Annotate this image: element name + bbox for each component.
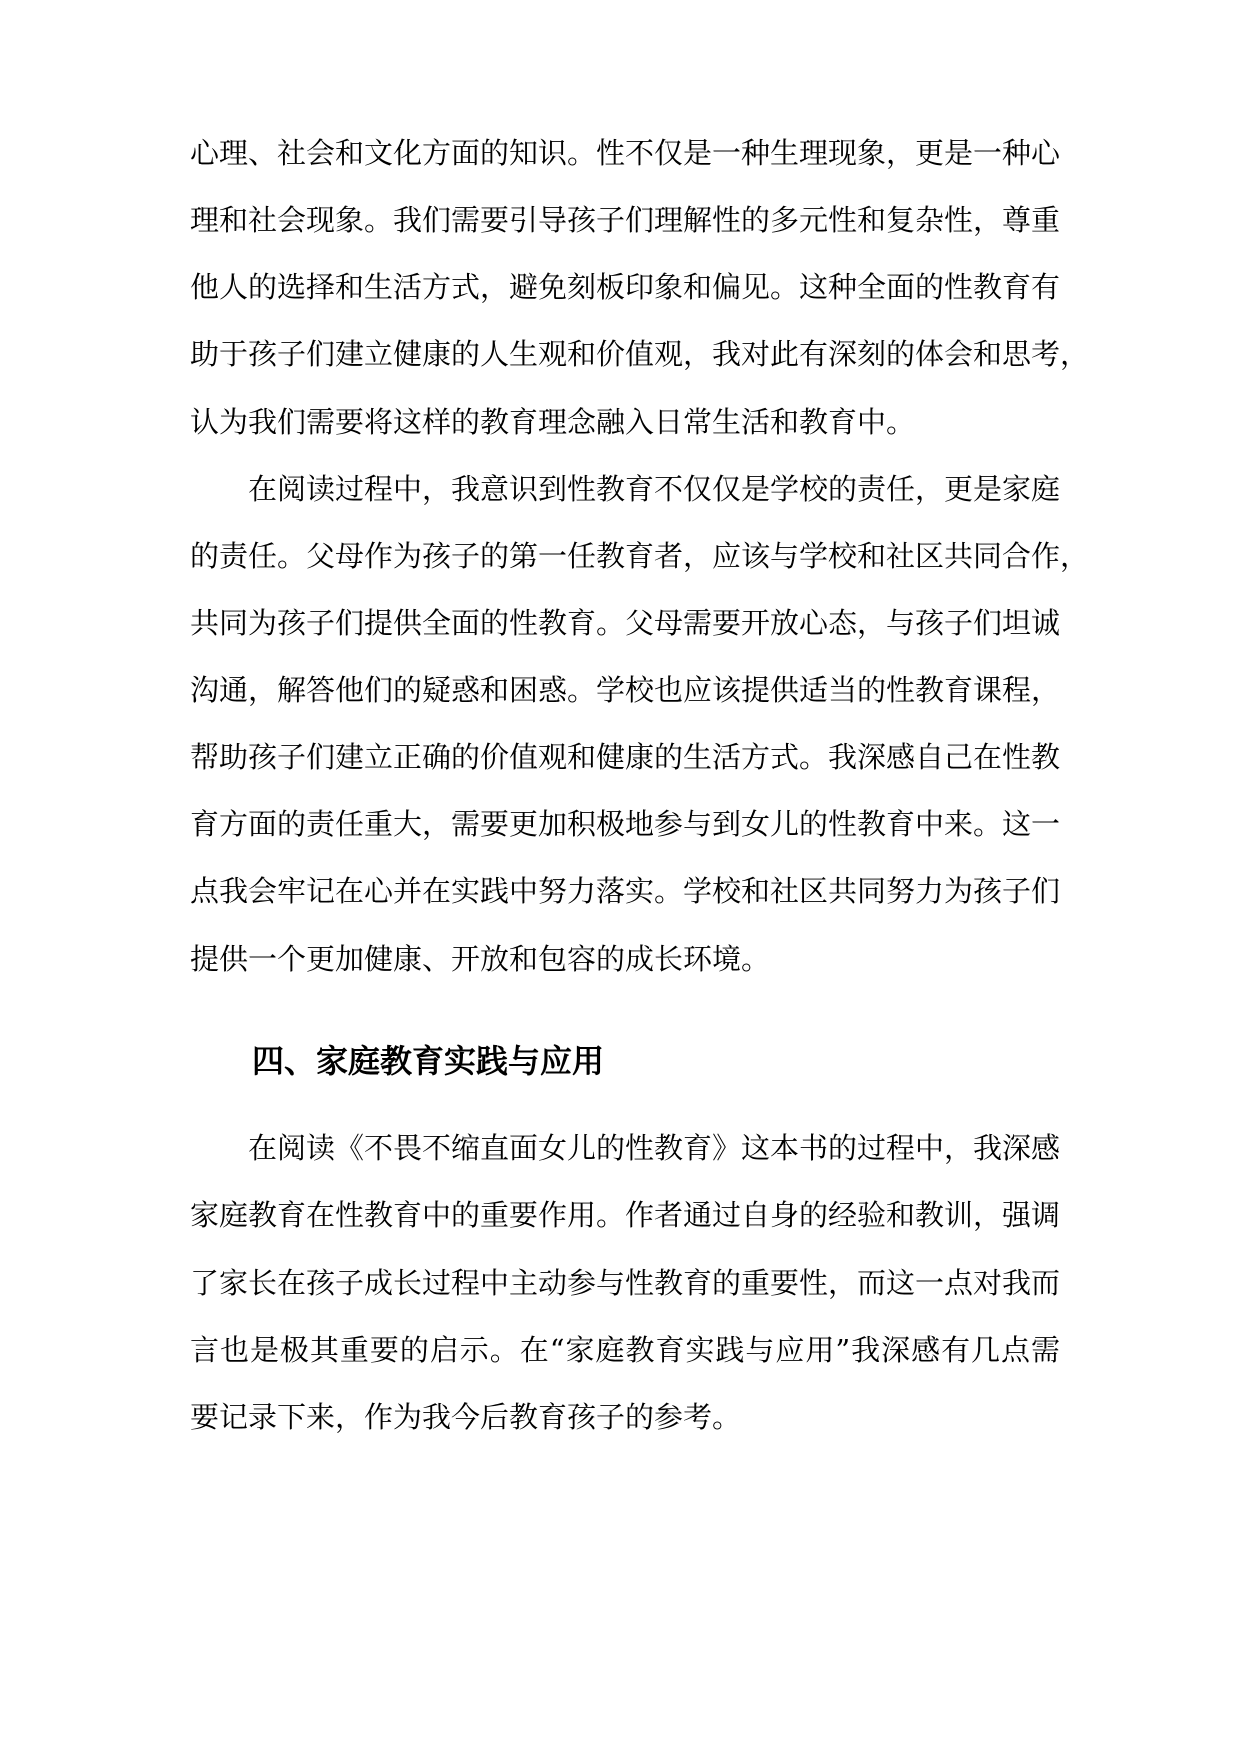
text-line: 共同为孩子们提供全面的性教育。父母需要开放心态，与孩子们坦诚 <box>190 606 1061 640</box>
text-line: 点我会牢记在心并在实践中努力落实。学校和社区共同努力为孩子们 <box>190 874 1061 908</box>
text-line: 认为我们需要将这样的教育理念融入日常生活和教育中。 <box>190 405 916 439</box>
text-line: 他人的选择和生活方式，避免刻板印象和偏见。这种全面的性教育有 <box>190 270 1061 304</box>
section-heading: 四、家庭教育实践与应用 <box>252 1042 605 1080</box>
text-line: 了家长在孩子成长过程中主动参与性教育的重要性，而这一点对我而 <box>190 1266 1061 1300</box>
text-line: 在阅读《不畏不缩直面女儿的性教育》这本书的过程中，我深感 <box>248 1131 1061 1165</box>
text-line: 沟通，解答他们的疑惑和困惑。学校也应该提供适当的性教育课程， <box>190 673 1061 707</box>
text-line: 育方面的责任重大，需要更加积极地参与到女儿的性教育中来。这一 <box>190 807 1061 841</box>
text-line: 助于孩子们建立健康的人生观和价值观，我对此有深刻的体会和思考， <box>190 337 1090 371</box>
text-line: 家庭教育在性教育中的重要作用。作者通过自身的经验和教训，强调 <box>190 1198 1061 1232</box>
text-line: 帮助孩子们建立正确的价值观和健康的生活方式。我深感自己在性教 <box>190 740 1061 774</box>
text-line: 要记录下来，作为我今后教育孩子的参考。 <box>190 1400 742 1434</box>
text-line: 的责任。父母作为孩子的第一任教育者，应该与学校和社区共同合作， <box>190 539 1090 573</box>
text-line: 言也是极其重要的启示。在“家庭教育实践与应用”我深感有几点需 <box>190 1333 1060 1367</box>
text-line: 提供一个更加健康、开放和包容的成长环境。 <box>190 942 771 976</box>
text-line: 在阅读过程中，我意识到性教育不仅仅是学校的责任，更是家庭 <box>248 472 1061 506</box>
text-line: 理和社会现象。我们需要引导孩子们理解性的多元性和复杂性，尊重 <box>190 203 1061 237</box>
text-line: 心理、社会和文化方面的知识。性不仅是一种生理现象，更是一种心 <box>190 136 1061 170</box>
